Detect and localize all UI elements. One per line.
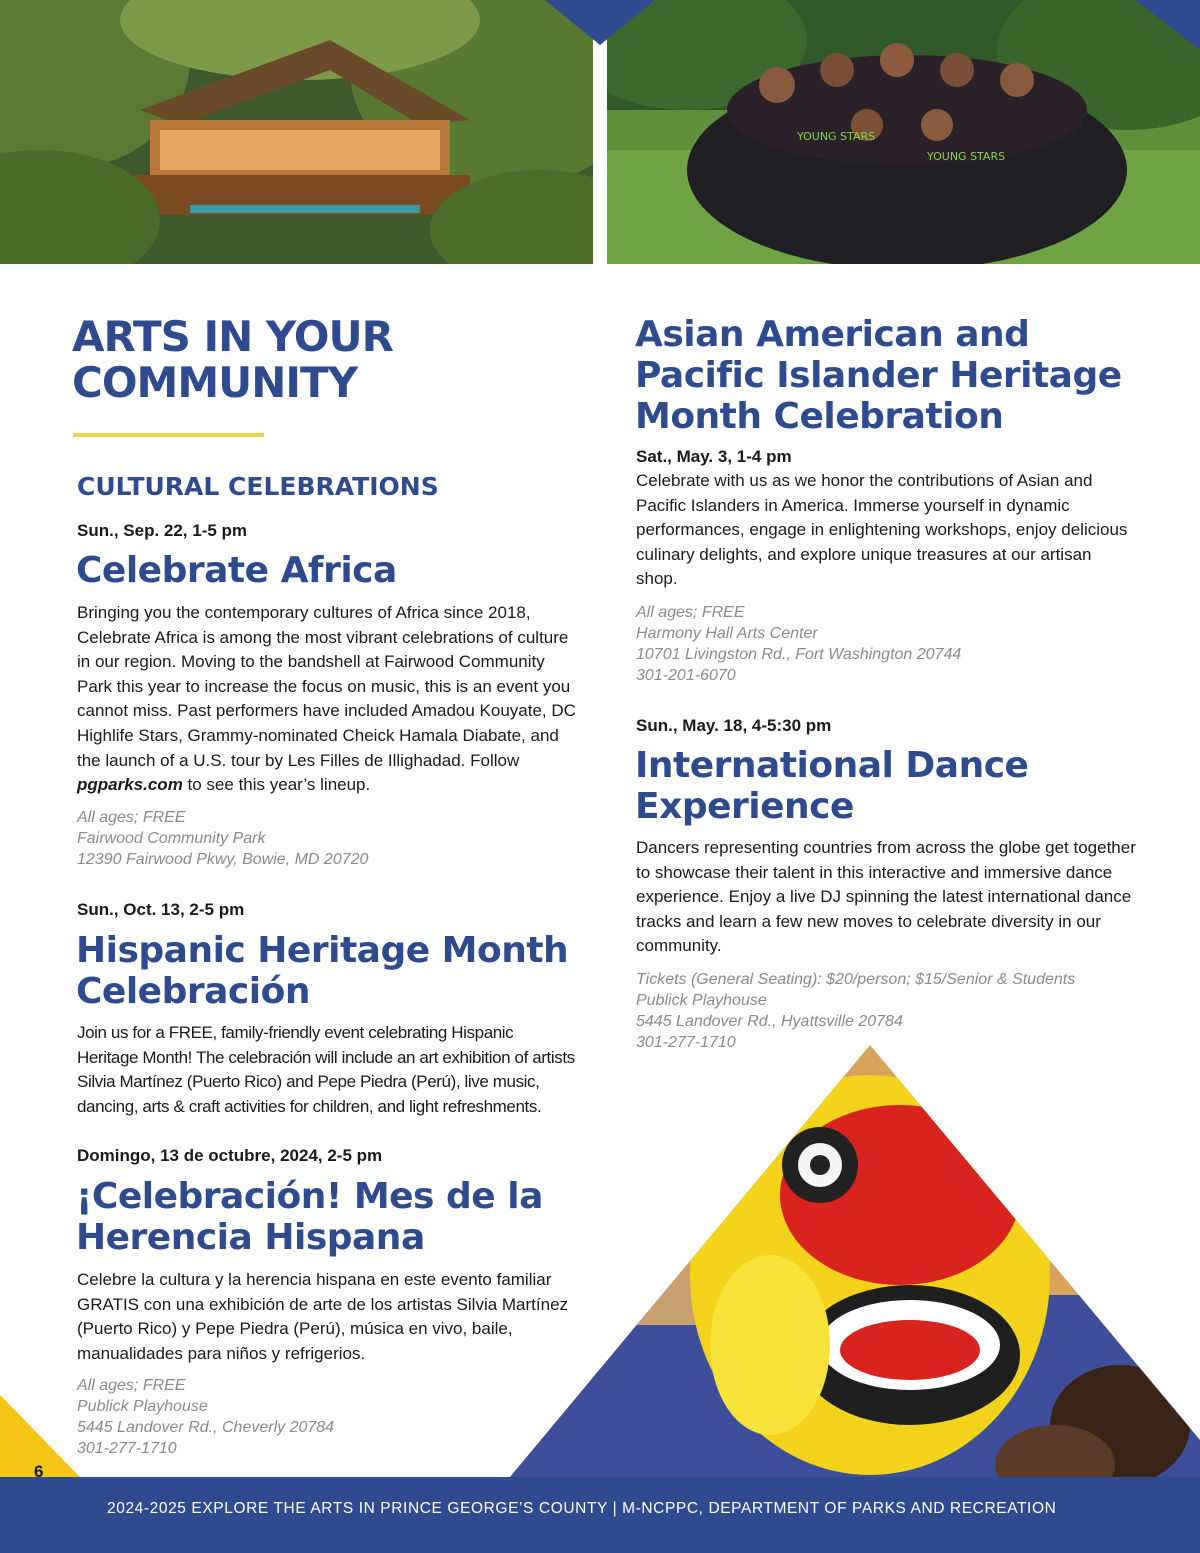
event-info: All ages; FREE Publick Playhouse 5445 Landover Rd., Cheverly 20784 301-277-1710 xyxy=(77,1377,335,1457)
decorative-triangle xyxy=(545,0,655,48)
decorative-triangle-corner xyxy=(1135,0,1200,50)
event-date: Sun., Oct. 13, 2-5 pm xyxy=(77,900,245,919)
event-info: All ages; FREE Harmony Hall Arts Center 10701 Livingston Rd., Fort Washington 20744 301-201-6070 xyxy=(636,604,962,684)
event-description: Dancers representing countries from across the globe get together to showcase their talent in this interactive and immersive dance experience. Enjoy a live DJ spinning the latest international dance tracks and learn a few new moves to celebrate diversity in our community. xyxy=(636,838,1136,956)
category-heading: CULTURAL CELEBRATIONS xyxy=(77,472,439,501)
event-date: Sat., May. 3, 1-4 pm xyxy=(636,447,792,466)
lion-dance-photo xyxy=(510,1045,1200,1477)
event-date: Domingo, 13 de octubre, 2024, 2-5 pm xyxy=(77,1146,383,1165)
event-description: Join us for a FREE, family-friendly event celebrating Hispanic Heritage Month! The celebración will include an art exhibition of artists Silvia Martínez (Puerto Rico) and Pepe Piedra (Perú), live music, dancing, arts & craft activities for children, and light refreshments. xyxy=(77,1023,575,1116)
event-title: Asian American and Pacific Islander Heritage Month Celebration xyxy=(635,314,1122,437)
event-date: Sun., Sep. 22, 1-5 pm xyxy=(77,521,248,540)
svg-text:YOUNG STARS: YOUNG STARS xyxy=(797,130,876,143)
footer-notch xyxy=(0,1477,80,1553)
event-title: Hispanic Heritage Month Celebración xyxy=(76,930,569,1012)
event-date: Sun., May. 18, 4-5:30 pm xyxy=(636,716,832,735)
event-title: Celebrate Africa xyxy=(76,550,397,591)
event-description: Celebre la cultura y la herencia hispana en este evento familiar GRATIS con una exhibición de arte de los artistas Silvia Martínez (Puerto Rico) y Pepe Piedra (Perú), música en vivo, baile, manualidades para niños y refrigerios. xyxy=(77,1270,569,1363)
page-title: ARTS IN YOUR COMMUNITY xyxy=(72,312,393,407)
website-link[interactable]: pgparks.com xyxy=(77,775,183,795)
event-info: Tickets (General Seating): $20/person; $15/Senior & Students Publick Playhouse 5445 Landover Rd., Hyattsville 20784 301-277-1710 xyxy=(636,971,1076,1051)
event-description: Celebrate with us as we honor the contributions of Asian and Pacific Islanders in America. Immerse yourself in dynamic performances, engage in enlightening workshops, enjoy delicious culinary delights, and explore unique treasures at our artisan shop. xyxy=(636,471,1128,589)
youth-group-photo xyxy=(607,0,1200,264)
svg-text:YOUNG STARS: YOUNG STARS xyxy=(927,150,1006,163)
event-description: Bringing you the contemporary cultures of Africa since 2018, Celebrate Africa is among the most vibrant celebrations of culture in our region. Moving to the bandshell at Fairwood Community Park this year to increase the focus on music, this is an event you cannot miss. Past performers have included Amadou Kouyate, DC Highlife Stars, Grammy-nominated Cheick Hamala Diabate, and the launch of a U.S. tour by Les Filles de Illighadad. Follow pgparks.com to see this year’s lineup. xyxy=(77,603,576,795)
event-title: International Dance Experience xyxy=(635,745,1029,827)
title-divider xyxy=(73,433,264,437)
event-title: ¡Celebración! Mes de la Herencia Hispana xyxy=(76,1176,543,1258)
lodge-photo xyxy=(0,0,593,264)
event-info: All ages; FREE Fairwood Community Park 12390 Fairwood Pkwy, Bowie, MD 20720 xyxy=(77,809,369,868)
page-number: 6 xyxy=(34,1462,44,1481)
footer-text: 2024-2025 EXPLORE THE ARTS IN PRINCE GEORGE’S COUNTY | M-NCPPC, DEPARTMENT OF PARKS AND RECREATION xyxy=(107,1500,1057,1517)
